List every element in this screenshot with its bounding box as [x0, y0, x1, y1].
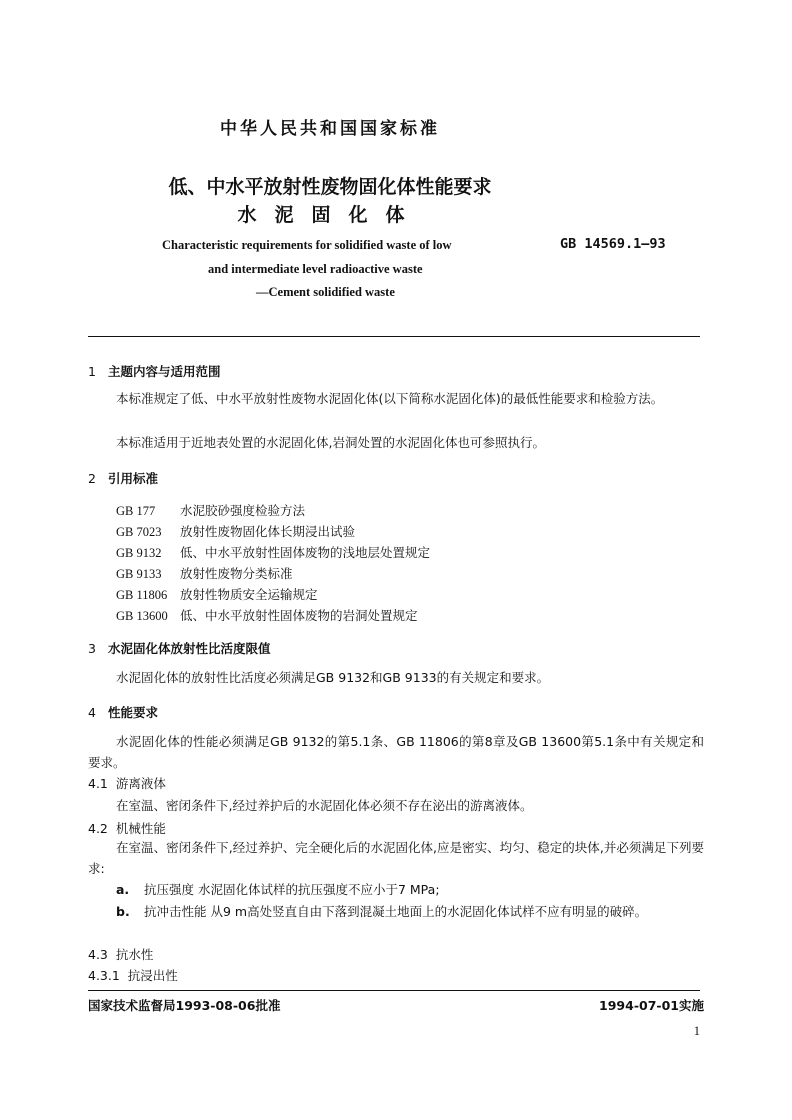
reference-code: GB 7023	[116, 525, 162, 539]
list-item-b	[88, 901, 704, 922]
page-number: 1	[693, 1024, 700, 1038]
reference-title: 低、中水平放射性固体废物的浅地层处置规定	[180, 545, 431, 560]
list-item-text: 抗压强度 水泥固化体试样的抗压强度不应小于7 MPa;	[144, 882, 440, 897]
implementation-date: 1994-07-01实施	[599, 998, 704, 1013]
reference-code: GB 177	[116, 504, 156, 518]
reference-title: 放射性废物分类标准	[180, 566, 293, 581]
title-en-line1: Characteristic requirements for solidified waste of low	[162, 238, 452, 252]
reference-code: GB 13600	[116, 609, 168, 623]
reference-item	[116, 522, 355, 540]
reference-code: GB 11806	[116, 588, 168, 602]
title-cn-line2: 水泥固化体	[237, 204, 423, 226]
title-cn-line1: 低、中水平放射性废物固化体性能要求	[168, 176, 492, 198]
list-item-a	[116, 880, 440, 898]
section-number: 1	[88, 364, 96, 379]
subsection-4-2-paragraph: 在室温、密闭条件下,经过养护、完全硬化后的水泥固化体,应是密实、均匀、稳定的块体,并必须满足下列要求:	[88, 840, 704, 876]
section-number: 3	[88, 641, 96, 656]
standard-number: GB 14569.1—93	[560, 236, 666, 252]
list-item-label: a.	[116, 882, 130, 897]
national-standard-heading: 中华人民共和国国家标准	[220, 119, 440, 139]
subsection-title: 游离液体	[115, 776, 166, 791]
subsection-4-2-heading	[88, 819, 166, 837]
section-title: 主题内容与适用范围	[108, 364, 221, 379]
section-title: 水泥固化体放射性比活度限值	[108, 641, 271, 656]
title-en-line2: and intermediate level radioactive waste	[208, 262, 423, 276]
footer-divider	[88, 990, 700, 991]
section-1-paragraph-1: 本标准规定了低、中水平放射性废物水泥固化体(以下简称水泥固化体)的最低性能要求和检验方法。	[116, 391, 664, 406]
section-3-paragraph: 水泥固化体的放射性比活度必须满足GB 9132和GB 9133的有关规定和要求。	[116, 670, 550, 685]
subsection-4-1-heading	[88, 774, 166, 792]
section-4-paragraph: 水泥固化体的性能必须满足GB 9132的第5.1条、GB 11806的第8章及GB 13600第5.1条中有关规定和要求。	[88, 734, 704, 770]
reference-title: 低、中水平放射性固体废物的岩洞处置规定	[180, 608, 418, 623]
reference-item	[116, 585, 318, 603]
subsection-title: 机械性能	[115, 821, 166, 836]
reference-item	[116, 543, 430, 561]
section-1-heading	[88, 362, 221, 380]
reference-item	[116, 564, 293, 582]
subsection-title: 抗水性	[115, 947, 154, 962]
reference-code: GB 9132	[116, 546, 162, 560]
section-2-heading	[88, 469, 158, 487]
approval-line: 国家技术监督局1993-08-06批准	[88, 998, 281, 1013]
section-number: 2	[88, 471, 96, 486]
reference-item	[116, 501, 305, 519]
subsection-number: 4.3	[88, 947, 108, 962]
section-title: 引用标准	[108, 471, 159, 486]
reference-title: 放射性废物固化体长期浸出试验	[180, 524, 356, 539]
header-divider	[88, 336, 700, 337]
subsection-number: 4.2	[88, 821, 108, 836]
subsection-4-3-1-heading	[88, 966, 178, 984]
subsection-number: 4.3.1	[88, 968, 120, 983]
section-title: 性能要求	[108, 705, 159, 720]
section-number: 4	[88, 705, 96, 720]
subsection-number: 4.1	[88, 776, 108, 791]
subsection-4-3-heading	[88, 945, 153, 963]
title-en-line3: —Cement solidified waste	[256, 285, 395, 299]
reference-title: 水泥胶砂强度检验方法	[180, 503, 306, 518]
list-item-label: b.	[116, 904, 130, 919]
section-4-heading	[88, 703, 158, 721]
list-item-text: 抗冲击性能 从9 m高处竖直自由下落到混凝土地面上的水泥固化体试样不应有明显的破碎。	[144, 904, 648, 919]
reference-item	[116, 606, 418, 624]
subsection-4-1-paragraph: 在室温、密闭条件下,经过养护后的水泥固化体必须不存在泌出的游离液体。	[116, 798, 533, 813]
section-1-paragraph-2: 本标准适用于近地表处置的水泥固化体,岩洞处置的水泥固化体也可参照执行。	[116, 435, 545, 450]
section-3-heading	[88, 639, 271, 657]
reference-code: GB 9133	[116, 567, 162, 581]
reference-title: 放射性物质安全运输规定	[180, 587, 318, 602]
subsection-title: 抗浸出性	[127, 968, 178, 983]
